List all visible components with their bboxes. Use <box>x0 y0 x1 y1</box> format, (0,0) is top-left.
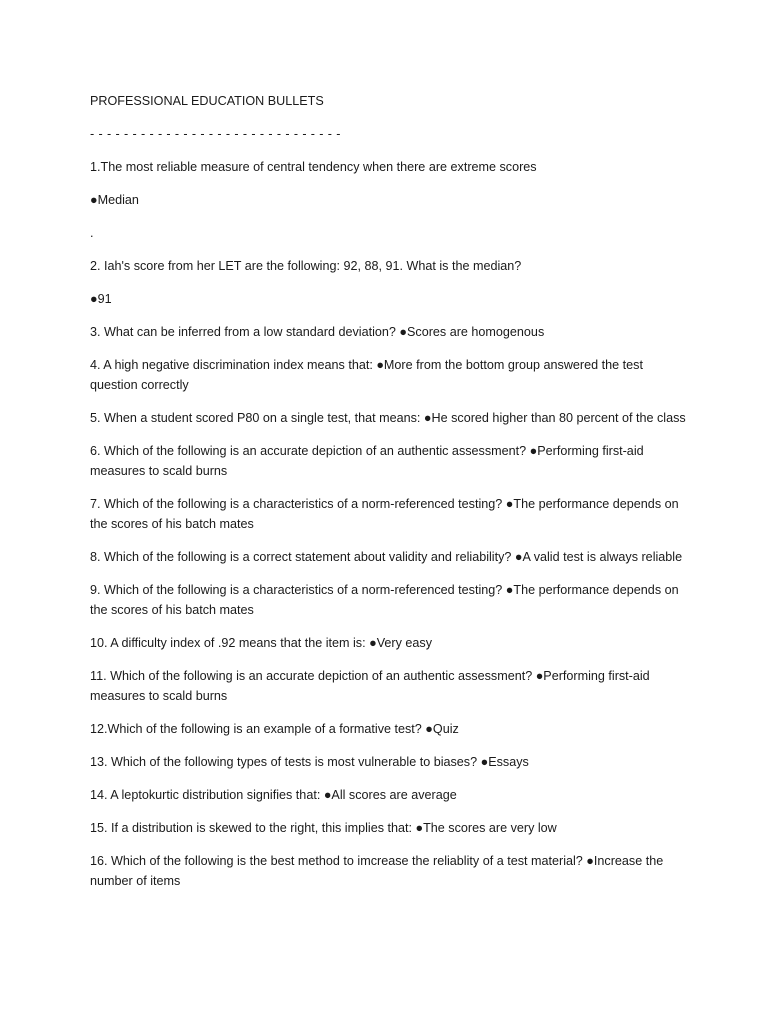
document-body <box>90 91 690 904</box>
question-12: 12.Which of the following is an example of a formative test? ●Quiz <box>90 722 459 736</box>
question-15: 15. If a distribution is skewed to the right, this implies that: ●The scores are very low <box>90 821 557 835</box>
question-6: 6. Which of the following is an accurate depiction of an authentic assessment? ●Performing first-aid measures to scald burns <box>90 444 644 478</box>
answer-1: ●Median <box>90 193 139 207</box>
question-9: 9. Which of the following is a characteristics of a norm-referenced testing? ●The performance depends on the scores of his batch mates <box>90 583 679 617</box>
dashed-divider: - - - - - - - - - - - - - - - - - - - - - - - - - - - - - - <box>90 127 341 141</box>
question-7: 7. Which of the following is a characteristics of a norm-referenced testing? ●The performance depends on the scores of his batch mates <box>90 497 679 531</box>
question-1: 1.The most reliable measure of central tendency when there are extreme scores <box>90 160 537 174</box>
question-2: 2. Iah's score from her LET are the following: 92, 88, 91. What is the median? <box>90 259 522 273</box>
answer-2: ●91 <box>90 292 112 306</box>
question-4: 4. A high negative discrimination index means that: ●More from the bottom group answered the test question correctly <box>90 358 643 392</box>
question-3: 3. What can be inferred from a low standard deviation? ●Scores are homogenous <box>90 325 545 339</box>
question-16: 16. Which of the following is the best method to imcrease the reliablity of a test material? ●Increase the number of items <box>90 854 664 888</box>
document-title: PROFESSIONAL EDUCATION BULLETS <box>90 94 324 108</box>
question-14: 14. A leptokurtic distribution signifies that: ●All scores are average <box>90 788 457 802</box>
question-8: 8. Which of the following is a correct statement about validity and reliability? ●A valid test is always reliable <box>90 550 683 564</box>
stray-period: . <box>90 226 94 240</box>
question-13: 13. Which of the following types of tests is most vulnerable to biases? ●Essays <box>90 755 529 769</box>
question-5: 5. When a student scored P80 on a single test, that means: ●He scored higher than 80 percent of the class <box>90 411 686 425</box>
question-11: 11. Which of the following is an accurate depiction of an authentic assessment? ●Performing first-aid measures to scald burns <box>90 669 650 703</box>
question-10: 10. A difficulty index of .92 means that the item is: ●Very easy <box>90 636 432 650</box>
